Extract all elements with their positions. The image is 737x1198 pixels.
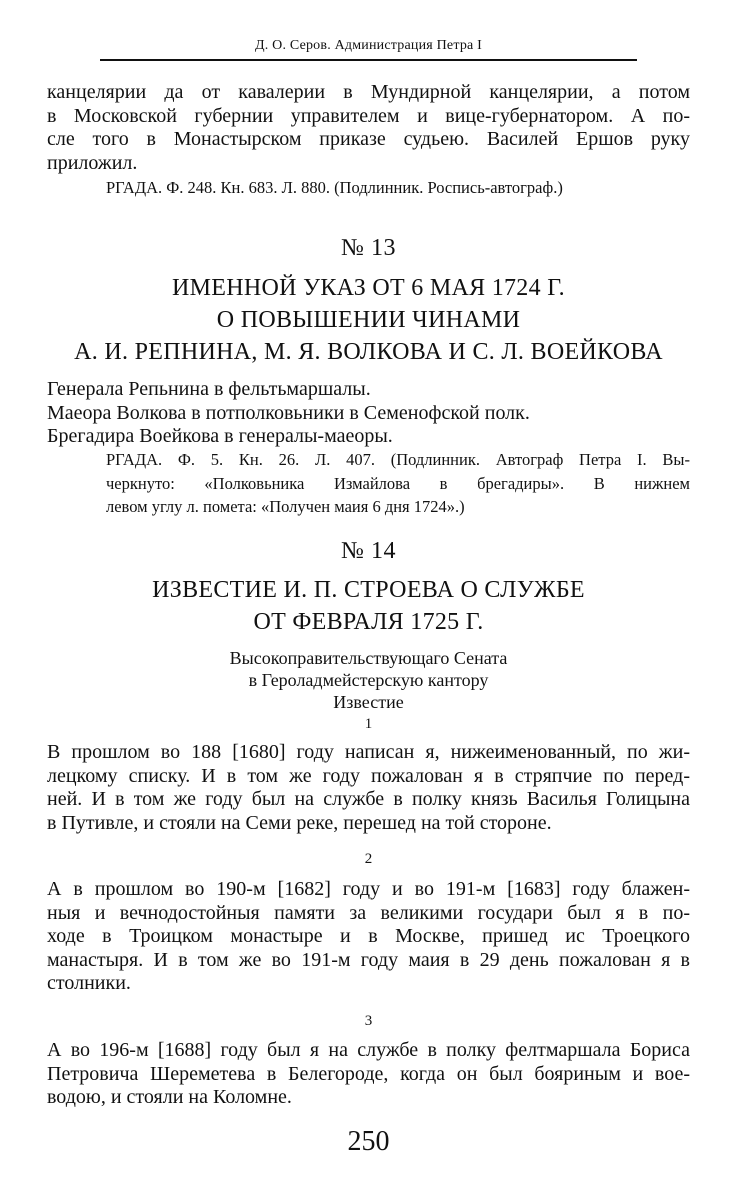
section-number: 3 (364, 1013, 373, 1029)
header-rule (100, 59, 637, 61)
section-number: 2 (364, 851, 373, 867)
title-line: ИМЕННОЙ УКАЗ ОТ 6 МАЯ 1724 Г. (172, 275, 565, 301)
section-number: 1 (364, 716, 373, 732)
text-line: ней. И в том же году был на службе в полку князь Василья Голицына (47, 788, 690, 810)
text-line: Брегадира Воейкова в генералы-маеоры. (47, 425, 393, 447)
text-line: водою, и стояли на Коломне. (47, 1086, 292, 1108)
text-line: в Московской губернии управителем и вице-губернатором. А по- (47, 104, 690, 127)
text-line: Маеора Волкова в потполковьники в Семенофской полк. (47, 401, 530, 424)
source-line: левом углу л. помета: «Получен маия 6 дня 1724».) (106, 497, 465, 516)
title-line: А. И. РЕПНИНА, М. Я. ВОЛКОВА И С. Л. ВОЕЙКОВА (74, 339, 663, 365)
document-number: № 14 (341, 538, 396, 564)
source-line: черкнуто: «Полковьника Измайлова в брегадиры». В нижнем (106, 473, 690, 493)
document-source-note (106, 448, 690, 519)
address-line: в Героладмейстерскую кантору (248, 670, 489, 690)
page-number: 250 (347, 1126, 390, 1157)
text-line: А в прошлом во 190-м [1682] году и во 191-м [1683] году блажен- (47, 878, 690, 900)
document-title (0, 574, 737, 638)
title-line: ИЗВЕСТИЕ И. П. СТРОЕВА О СЛУЖБЕ (152, 577, 585, 603)
text-line: В прошлом во 188 [1680] году написан я, нижеименованный, по жи- (47, 741, 690, 763)
section-paragraph (47, 741, 690, 835)
document-address (0, 647, 737, 713)
text-line: ходе в Троицком монастыре и в Москве, пришед ис Троецкого (47, 925, 690, 947)
document-body (47, 378, 690, 449)
text-line: манастыря. И в том же во 191-м году маия в 29 день пожалован я в (47, 948, 690, 971)
title-line: ОТ ФЕВРАЛЯ 1725 Г. (253, 609, 484, 635)
section-paragraph (47, 1039, 690, 1110)
intro-source-note: РГАДА. Ф. 248. Кн. 683. Л. 880. (Подлинник. Роспись-автограф.) (106, 178, 563, 197)
document-title (0, 272, 737, 368)
text-line: сле того в Монастырском приказе судьею. Василей Ершов руку (47, 128, 690, 150)
text-line: Генерала Репьнина в фельтьмаршалы. (47, 378, 371, 400)
document-number: № 13 (341, 235, 396, 261)
text-line: приложил. (47, 151, 138, 174)
text-line: Петровича Шереметева в Белегороде, когда он был бояриным и вое- (47, 1062, 690, 1085)
text-line: в Путивле, и стояли на Семи реке, перешед на той стороне. (47, 811, 552, 834)
section-paragraph (47, 878, 690, 996)
text-line: канцелярии да от кавалерии в Мундирной канцелярии, а потом (47, 81, 690, 103)
intro-paragraph (47, 81, 690, 175)
address-line: Известие (333, 692, 404, 712)
text-line: А во 196-м [1688] году был я на службе в полку фелтмаршала Бориса (47, 1039, 690, 1061)
address-line: Высокоправительствующаго Сената (229, 648, 508, 668)
running-head: Д. О. Серов. Администрация Петра I (255, 38, 482, 53)
text-line: лецкому списку. И в том же году пожалован я в стряпчие по перед- (47, 764, 690, 787)
text-line: столники. (47, 972, 131, 994)
title-line: О ПОВЫШЕНИИ ЧИНАМИ (216, 307, 521, 333)
text-line: ныя и вечнодостойныя памяти за великими государи был я в по- (47, 901, 690, 924)
source-line: РГАДА. Ф. 5. Кн. 26. Л. 407. (Подлинник. Автограф Петра I. Вы- (106, 450, 690, 469)
